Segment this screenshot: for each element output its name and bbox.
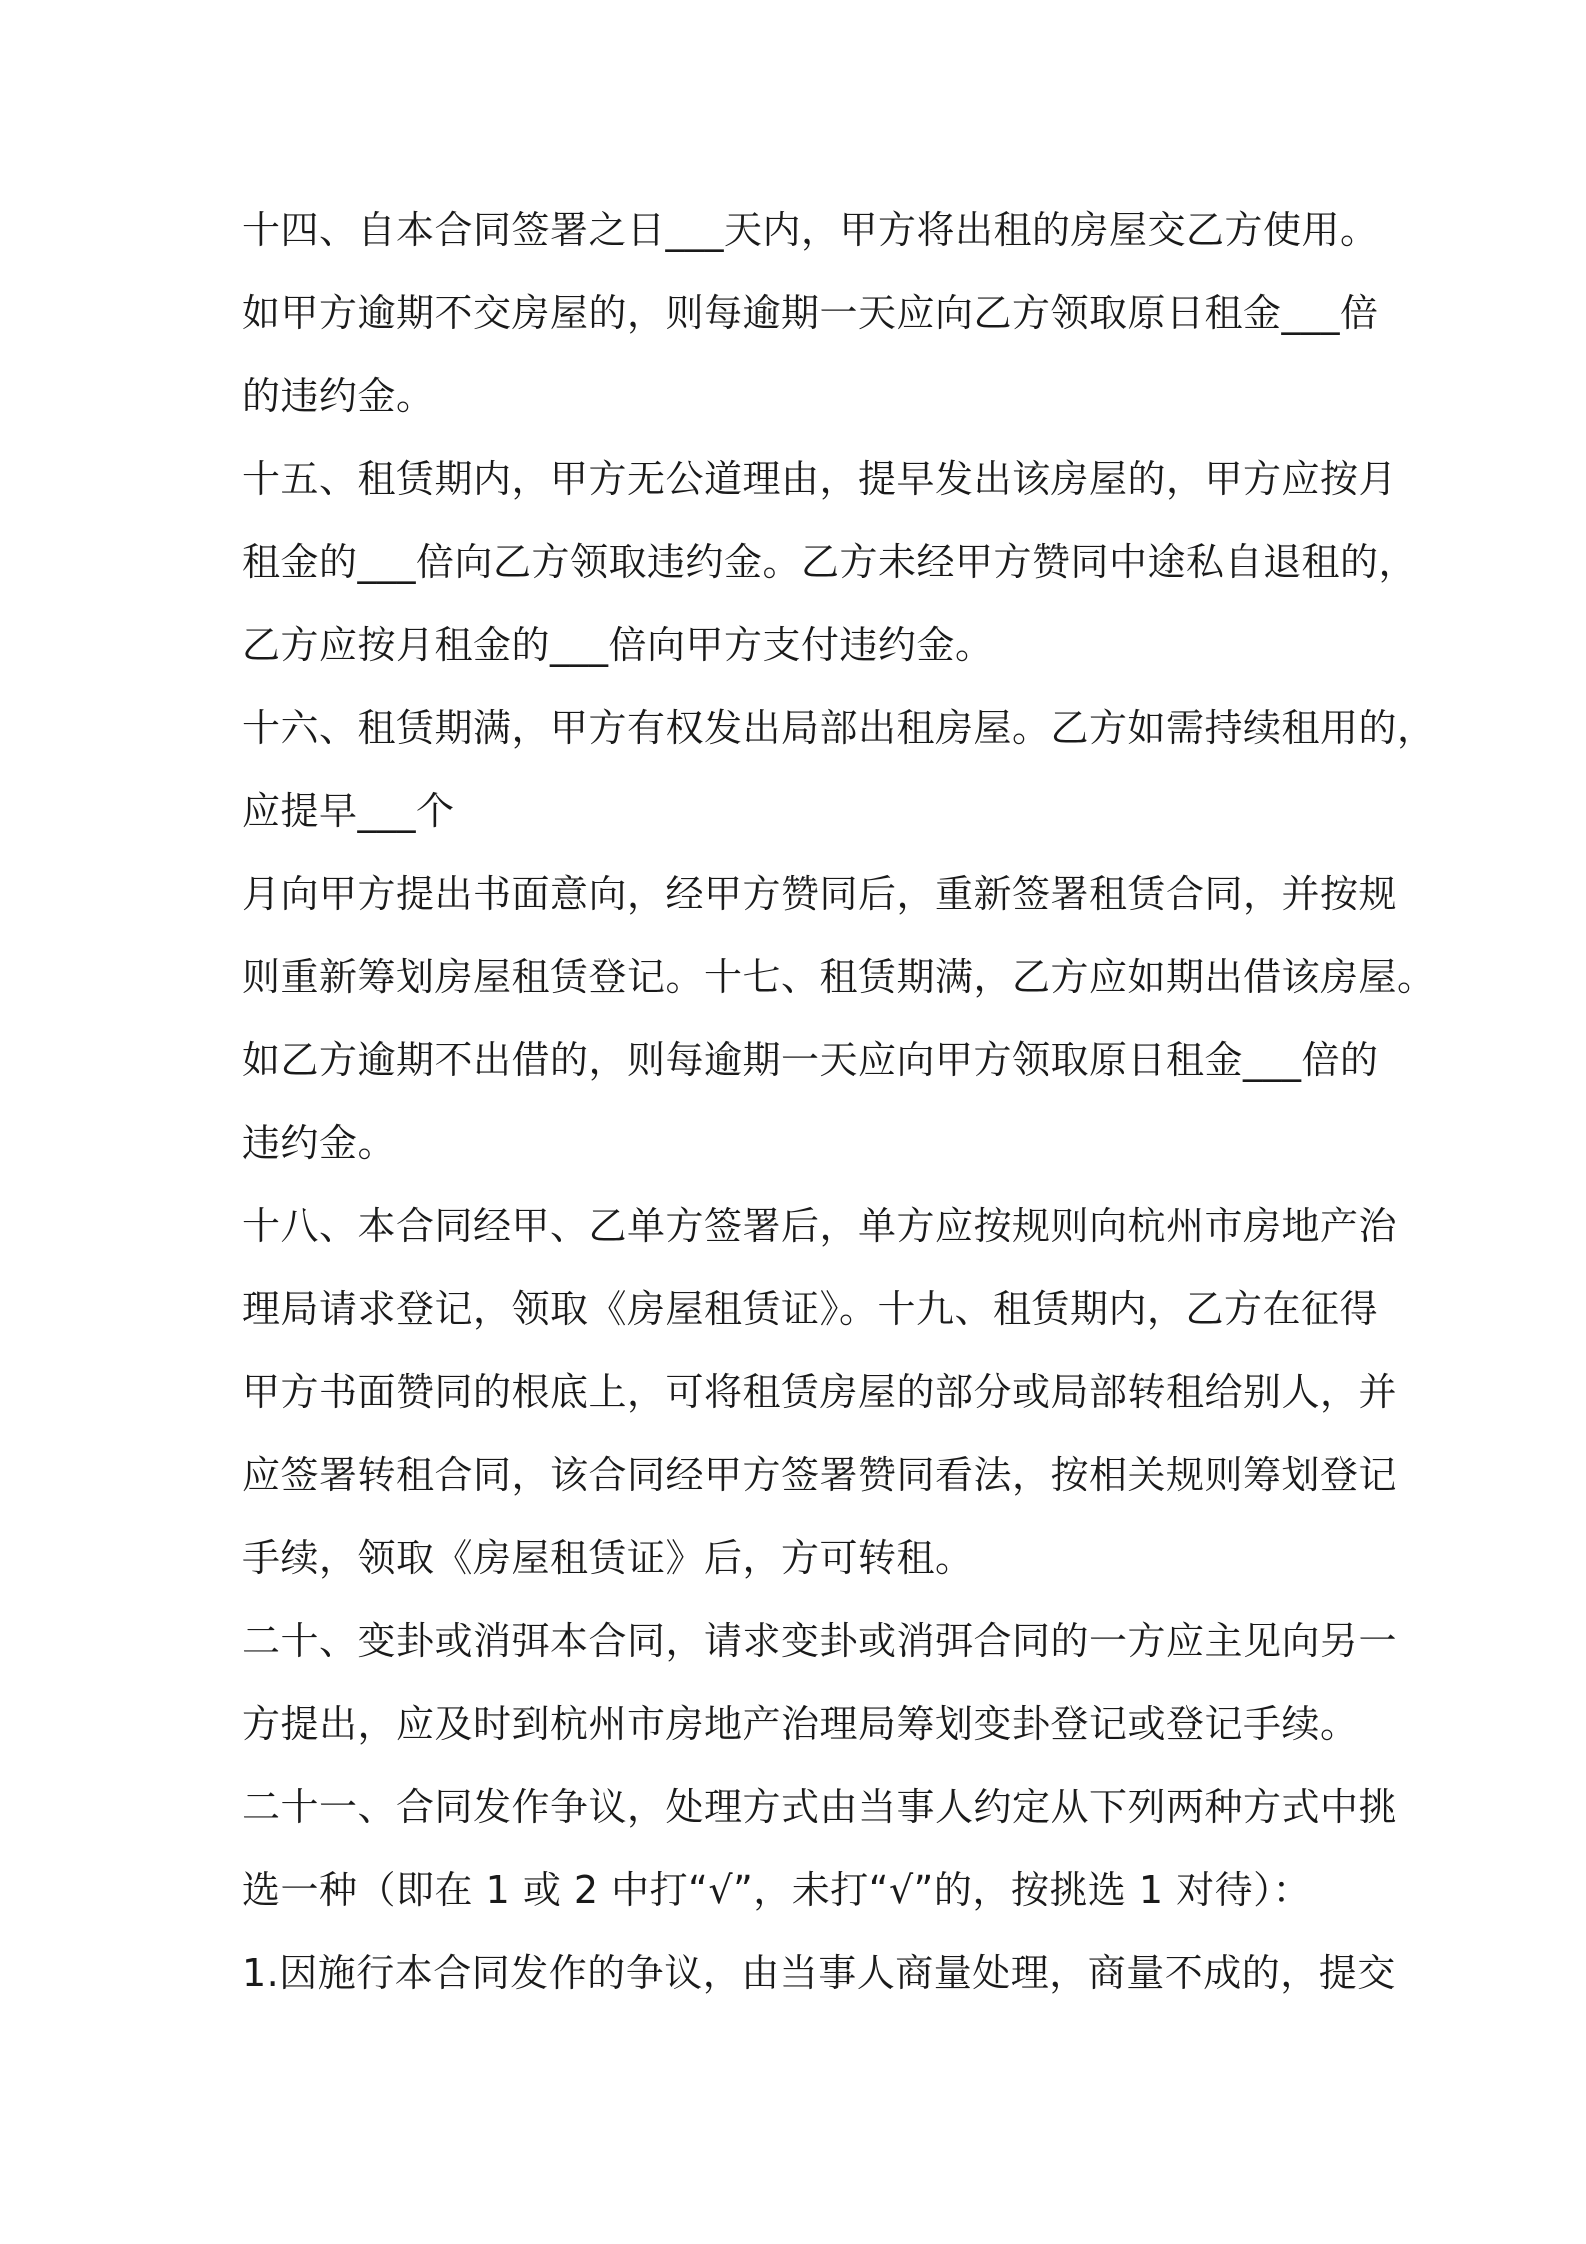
text-line: 月向甲方提出书面意向，经甲方赞同后，重新签署租赁合同，并按规 [242,872,1398,916]
text-line: 租金的___倍向乙方领取违约金。乙方未经甲方赞同中途私自退租的， [242,540,1418,584]
text-line: 选一种（即在 1 或 2 中打“√”，未打“√”的，按挑选 1 对待）： [242,1868,1312,1912]
text-line: 方提出，应及时到杭州市房地产治理局筹划变卦登记或登记手续。 [242,1702,1359,1746]
text-line: 十八、本合同经甲、乙单方签署后，单方应按规则向杭州市房地产治 [242,1204,1398,1248]
text-line: 违约金。 [242,1121,397,1165]
text-line: 十六、租赁期满，甲方有权发出局部出租房屋。乙方如需持续租用的， [242,706,1436,750]
text-line: 十五、租赁期内，甲方无公道理由，提早发出该房屋的，甲方应按月 [242,457,1398,501]
text-line: 理局请求登记，领取《房屋租赁证》。十九、租赁期内，乙方在征得 [242,1287,1379,1331]
text-line: 二十、变卦或消弭本合同，请求变卦或消弭合同的一方应主见向另一 [242,1619,1398,1663]
text-line: 的违约金。 [242,374,435,418]
text-line: 乙方应按月租金的___倍向甲方支付违约金。 [242,623,994,667]
text-line: 如乙方逾期不出借的，则每逾期一天应向甲方领取原日租金___倍的 [242,1038,1379,1082]
text-line: 如甲方逾期不交房屋的，则每逾期一天应向乙方领取原日租金___倍 [242,291,1379,335]
text-line: 则重新筹划房屋租赁登记。十七、租赁期满，乙方应如期出借该房屋。 [242,955,1436,999]
text-line: 应签署转租合同，该合同经甲方签署赞同看法，按相关规则筹划登记 [242,1453,1398,1497]
text-line: 甲方书面赞同的根底上，可将租赁房屋的部分或局部转租给别人，并 [242,1370,1398,1414]
text-line: 十四、自本合同签署之日___天内，甲方将出租的房屋交乙方使用。 [242,208,1379,252]
text-line: 手续，领取《房屋租赁证》后，方可转租。 [242,1536,974,1580]
text-line: 应提早___个 [242,789,455,833]
text-line: 二十一、合同发作争议，处理方式由当事人约定从下列两种方式中挑 [242,1785,1398,1829]
text-line: 1.因施行本合同发作的争议，由当事人商量处理，商量不成的，提交 [242,1951,1396,1995]
